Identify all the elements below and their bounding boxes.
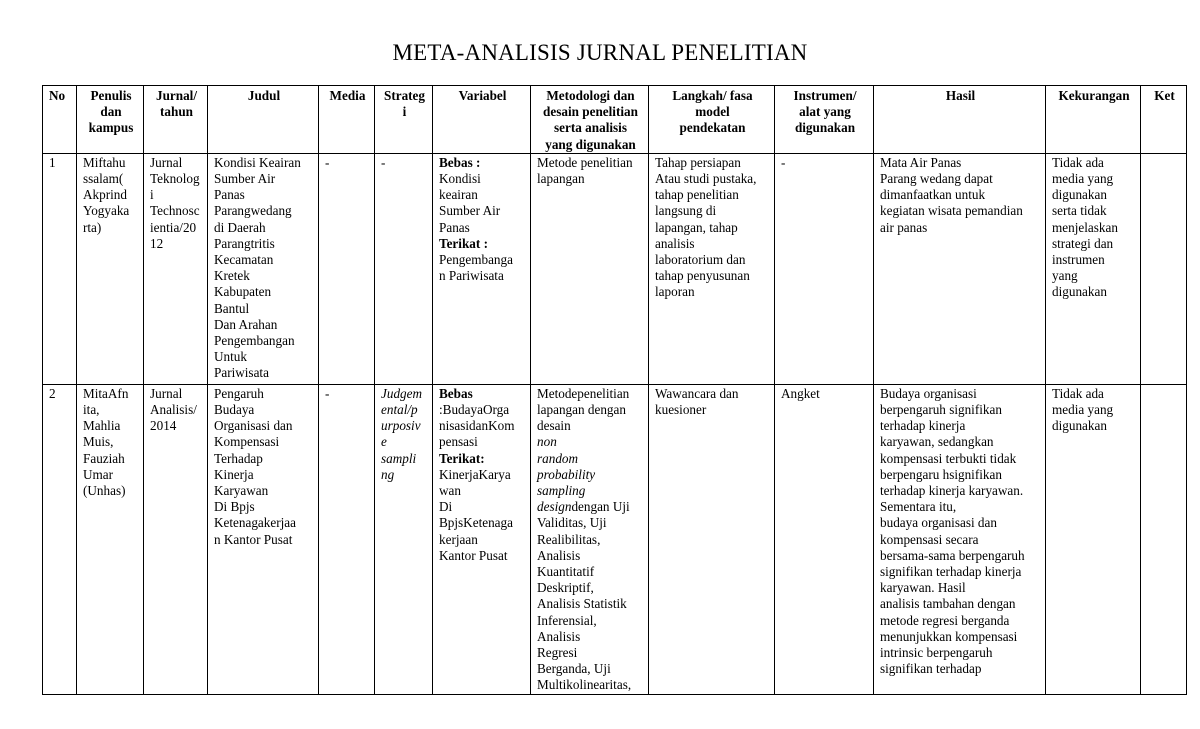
- cell-line: Pariwisata: [214, 365, 269, 381]
- cell-line: n Kantor Pusat: [214, 531, 293, 547]
- cell-line: berpengaru hsignifikan: [880, 466, 1002, 482]
- cell-line: nisasidanKom: [439, 418, 515, 434]
- cell-line: ita,: [83, 402, 100, 418]
- cell-line: Muis,: [83, 434, 114, 450]
- table-header-row: [43, 86, 1187, 154]
- cell-line: Ket: [1154, 88, 1175, 103]
- cell-line: strategi dan: [1052, 235, 1114, 251]
- cell-line: tahap penyusunan: [655, 268, 750, 284]
- cell-line: Analisis Statistik: [537, 596, 627, 612]
- cell-line: Tidak ada: [1052, 154, 1104, 170]
- cell-line: Wawancara dan: [655, 385, 739, 401]
- cell-line: Karyawan: [214, 483, 269, 499]
- cell-line: terhadap kinerja karyawan.: [880, 483, 1024, 499]
- cell-line: dimanfaatkan untuk: [880, 187, 986, 203]
- cell-penulis: [77, 153, 144, 384]
- cell-line: Terhadap: [214, 450, 263, 466]
- cell-line: n Pariwisata: [439, 268, 504, 284]
- cell-line: keairan: [439, 187, 478, 203]
- cell-line: yang digunakan: [545, 136, 636, 152]
- cell-no: 2: [43, 384, 77, 694]
- cell-strategi: -: [375, 153, 433, 384]
- cell-line: i: [150, 187, 154, 203]
- header-kekurangan: [1046, 86, 1141, 154]
- cell-line: Ketenagakerjaa: [214, 515, 296, 531]
- cell-line: ssalam(: [83, 171, 124, 187]
- cell-line: desain: [537, 418, 571, 434]
- cell-line: kompensasi secara: [880, 531, 979, 547]
- metodologi-before: [537, 386, 644, 435]
- cell-line: sampli: [381, 450, 417, 466]
- metodologi-italic: [537, 434, 644, 515]
- cell-line: Validitas, Uji: [537, 515, 607, 531]
- cell-line: bersama-sama berpengaruh: [880, 547, 1025, 563]
- cell-line: sampling: [537, 483, 586, 499]
- cell-line: Sumber Air: [439, 203, 501, 219]
- cell-line: model: [695, 104, 730, 120]
- cell-line: No: [49, 88, 66, 103]
- cell-line: Penulis: [90, 88, 132, 103]
- cell-line: ental/p: [381, 402, 418, 418]
- cell-line: :BudayaOrga: [439, 402, 510, 418]
- cell-line: Organisasi dan: [214, 418, 293, 434]
- cell-line: langsung di: [655, 203, 717, 219]
- cell-line: signifikan terhadap kinerja: [880, 564, 1022, 580]
- cell-line: Yogyaka: [83, 203, 130, 219]
- cell-line: 2014: [150, 418, 177, 434]
- meta-analysis-table: [42, 85, 1187, 695]
- cell-metodologi: [531, 384, 649, 694]
- cell-line: Hasil: [945, 88, 976, 103]
- cell-line: [537, 499, 644, 515]
- cell-line: Instrumen/: [793, 88, 857, 103]
- variabel-terikat-label: Terikat:: [439, 450, 485, 466]
- variabel-terikat: [439, 252, 526, 284]
- cell-line: Pengembangan: [214, 333, 295, 349]
- cell-line: Tahap persiapan: [655, 154, 741, 170]
- variabel-bebas-label: Bebas: [439, 385, 473, 401]
- cell-line: random: [537, 450, 579, 466]
- cell-line: alat yang: [799, 104, 851, 120]
- cell-line: Metode penelitian: [537, 154, 633, 170]
- cell-line: Kabupaten: [214, 284, 272, 300]
- cell-kekurangan: [1046, 153, 1141, 384]
- header-media: [319, 86, 375, 154]
- table-row: [43, 384, 1187, 694]
- cell-line: kampus: [88, 120, 134, 136]
- cell-line: Langkah/ fasa: [672, 88, 753, 103]
- cell-line: Kecamatan: [214, 252, 274, 268]
- cell-line: (Unhas): [83, 483, 126, 499]
- cell-instrumen: Angket: [775, 384, 874, 694]
- header-hasil: [874, 86, 1046, 154]
- cell-line: menunjukkan kompensasi: [880, 628, 1018, 644]
- cell-line: Pengaruh: [214, 385, 264, 401]
- cell-line: Deskriptif,: [537, 580, 594, 596]
- cell-langkah: [649, 384, 775, 694]
- cell-line: budaya organisasi dan: [880, 515, 997, 531]
- cell-line: Jurnal: [150, 154, 183, 170]
- cell-line: Di Bpjs: [214, 499, 255, 515]
- cell-line: karyawan, sedangkan: [880, 434, 994, 450]
- cell-line: lapangan, tahap: [655, 219, 738, 235]
- cell-line: Media: [329, 88, 366, 103]
- cell-line: desain penelitian: [543, 104, 638, 120]
- cell-line: di Daerah: [214, 219, 266, 235]
- cell-judul: [208, 384, 319, 694]
- cell-line: Akprind: [83, 187, 127, 203]
- cell-line: Berganda, Uji: [537, 661, 611, 677]
- cell-line: metode regresi berganda: [880, 612, 1010, 628]
- cell-line: yang: [1052, 268, 1078, 284]
- header-instrumen: [775, 86, 874, 154]
- cell-line: non: [537, 434, 557, 450]
- cell-line: Kantor Pusat: [439, 547, 508, 563]
- header-ket: [1141, 86, 1187, 154]
- cell-line: Regresi: [537, 645, 578, 661]
- cell-line: analisis: [655, 235, 695, 251]
- cell-line: Umar: [83, 466, 114, 482]
- cell-line: Inferensial,: [537, 612, 597, 628]
- cell-line: Realibilitas,: [537, 531, 601, 547]
- cell-line: Judul: [247, 88, 281, 103]
- italic-text: design: [537, 499, 572, 515]
- cell-line: pendekatan: [679, 120, 746, 136]
- page-title: META-ANALISIS JURNAL PENELITIAN: [392, 40, 808, 65]
- cell-line: Atau studi pustaka,: [655, 171, 757, 187]
- cell-judul: [208, 153, 319, 384]
- cell-line: digunakan: [794, 120, 856, 136]
- cell-line: laboratorium dan: [655, 252, 746, 268]
- cell-hasil: [874, 384, 1046, 694]
- cell-line: kerjaan: [439, 531, 478, 547]
- cell-line: lapangan: [537, 171, 585, 187]
- cell-no: 1: [43, 153, 77, 384]
- cell-line: berpengaruh signifikan: [880, 402, 1002, 418]
- cell-line: Analisis: [537, 547, 581, 563]
- cell-line: kegiatan wisata pemandian: [880, 203, 1023, 219]
- cell-line: menjelaskan: [1052, 219, 1118, 235]
- cell-line: Teknolog: [150, 171, 200, 187]
- header-penulis: [77, 86, 144, 154]
- cell-line: Analisis/: [150, 402, 197, 418]
- cell-line: Bantul: [214, 300, 250, 316]
- cell-line: BpjsKetenaga: [439, 515, 513, 531]
- cell-line: kompensasi terbukti tidak: [880, 450, 1017, 466]
- cell-line: Dan Arahan: [214, 316, 278, 332]
- cell-line: signifikan terhadap: [880, 661, 982, 677]
- cell-line: terhadap kinerja: [880, 418, 966, 434]
- cell-line: Variabel: [458, 88, 507, 103]
- cell-line: KinerjaKarya: [439, 466, 511, 482]
- cell-line: MitaAfn: [83, 385, 129, 401]
- cell-line: lapangan dengan: [537, 402, 626, 418]
- cell-strategi: [375, 384, 433, 694]
- cell-line: Miftahu: [83, 154, 126, 170]
- cell-line: Mata Air Panas: [880, 154, 962, 170]
- cell-metodologi: [531, 153, 649, 384]
- variabel-terikat: [439, 467, 526, 564]
- cell-line: air panas: [880, 219, 928, 235]
- cell-line: Parang wedang dapat: [880, 171, 993, 187]
- cell-line: instrumen: [1052, 252, 1105, 268]
- cell-line: karyawan. Hasil: [880, 580, 966, 596]
- cell-line: rta): [83, 219, 102, 235]
- cell-media: -: [319, 153, 375, 384]
- cell-line: analisis tambahan dengan: [880, 596, 1016, 612]
- cell-line: Analisis: [537, 628, 581, 644]
- cell-line: Kekurangan: [1058, 88, 1130, 103]
- cell-line: i: [402, 104, 407, 120]
- cell-line: Judgem: [381, 385, 423, 401]
- cell-kekurangan: [1046, 384, 1141, 694]
- cell-line: media yang: [1052, 171, 1114, 187]
- cell-line: Parangtritis: [214, 235, 275, 251]
- header-no: [43, 86, 77, 154]
- cell-line: Mahlia: [83, 418, 121, 434]
- cell-line: Jurnal: [150, 385, 183, 401]
- cell-line: Pengembanga: [439, 252, 513, 268]
- cell-line: serta analisis: [554, 120, 627, 136]
- header-langkah: [649, 86, 775, 154]
- cell-line: e: [381, 434, 387, 450]
- cell-jurnal: [144, 153, 208, 384]
- header-variabel: [433, 86, 531, 154]
- cell-line: digunakan: [1052, 284, 1107, 300]
- cell-media: -: [319, 384, 375, 694]
- cell-line: Strateg: [383, 88, 425, 103]
- cell-line: Sementara itu,: [880, 499, 957, 515]
- cell-jurnal: [144, 384, 208, 694]
- cell-line: probability: [537, 466, 596, 482]
- cell-line: Kuantitatif: [537, 564, 595, 580]
- header-jurnal: [144, 86, 208, 154]
- cell-instrumen: -: [775, 153, 874, 384]
- cell-line: Kondisi Keairan: [214, 154, 301, 170]
- cell-line: Parangwedang: [214, 203, 292, 219]
- cell-line: kuesioner: [655, 402, 707, 418]
- header-metodologi: [531, 86, 649, 154]
- variabel-bebas-label: Bebas :: [439, 154, 481, 170]
- variabel-bebas: [439, 171, 526, 236]
- cell-variabel: [433, 384, 531, 694]
- cell-line: Di: [439, 499, 453, 515]
- cell-line: Kompensasi: [214, 434, 280, 450]
- cell-ket: [1141, 153, 1187, 384]
- metodologi-after: [537, 515, 644, 693]
- cell-line: Panas: [214, 187, 245, 203]
- cell-line: serta tidak: [1052, 203, 1107, 219]
- cell-line: Budaya: [214, 402, 255, 418]
- table-row: [43, 153, 1187, 384]
- cell-line: intrinsic berpengaruh: [880, 645, 993, 661]
- cell-penulis: [77, 384, 144, 694]
- cell-line: Sumber Air: [214, 171, 276, 187]
- header-strategi: [375, 86, 433, 154]
- cell-line: Kinerja: [214, 466, 254, 482]
- cell-langkah: [649, 153, 775, 384]
- header-judul: [208, 86, 319, 154]
- cell-line: digunakan: [1052, 187, 1107, 203]
- cell-line: wan: [439, 483, 461, 499]
- cell-hasil: [874, 153, 1046, 384]
- cell-ket: [1141, 384, 1187, 694]
- cell-line: 12: [150, 235, 164, 251]
- cell-line: ientia/20: [150, 219, 197, 235]
- cell-line: Kondisi: [439, 171, 481, 187]
- cell-line: ng: [381, 466, 395, 482]
- cell-line: media yang: [1052, 402, 1114, 418]
- cell-line: laporan: [655, 284, 695, 300]
- inline-text: dengan Uji: [571, 499, 630, 515]
- cell-line: Metodologi dan: [546, 88, 635, 103]
- cell-line: Panas: [439, 219, 470, 235]
- cell-variabel: [433, 153, 531, 384]
- cell-line: Fauziah: [83, 450, 125, 466]
- variabel-terikat-label: Terikat :: [439, 235, 488, 251]
- cell-line: Tidak ada: [1052, 385, 1104, 401]
- cell-line: urposiv: [381, 418, 421, 434]
- cell-line: Technosc: [150, 203, 200, 219]
- cell-line: Budaya organisasi: [880, 385, 977, 401]
- cell-line: Kretek: [214, 268, 250, 284]
- cell-line: pensasi: [439, 434, 478, 450]
- cell-line: digunakan: [1052, 418, 1107, 434]
- cell-line: dan: [100, 104, 122, 120]
- variabel-bebas: [439, 402, 526, 451]
- cell-line: Multikolinearitas,: [537, 677, 632, 693]
- cell-line: tahun: [160, 104, 193, 120]
- cell-line: tahap penelitian: [655, 187, 739, 203]
- cell-line: Metodepenelitian: [537, 385, 630, 401]
- cell-line: Jurnal/: [155, 88, 198, 103]
- cell-line: Untuk: [214, 349, 247, 365]
